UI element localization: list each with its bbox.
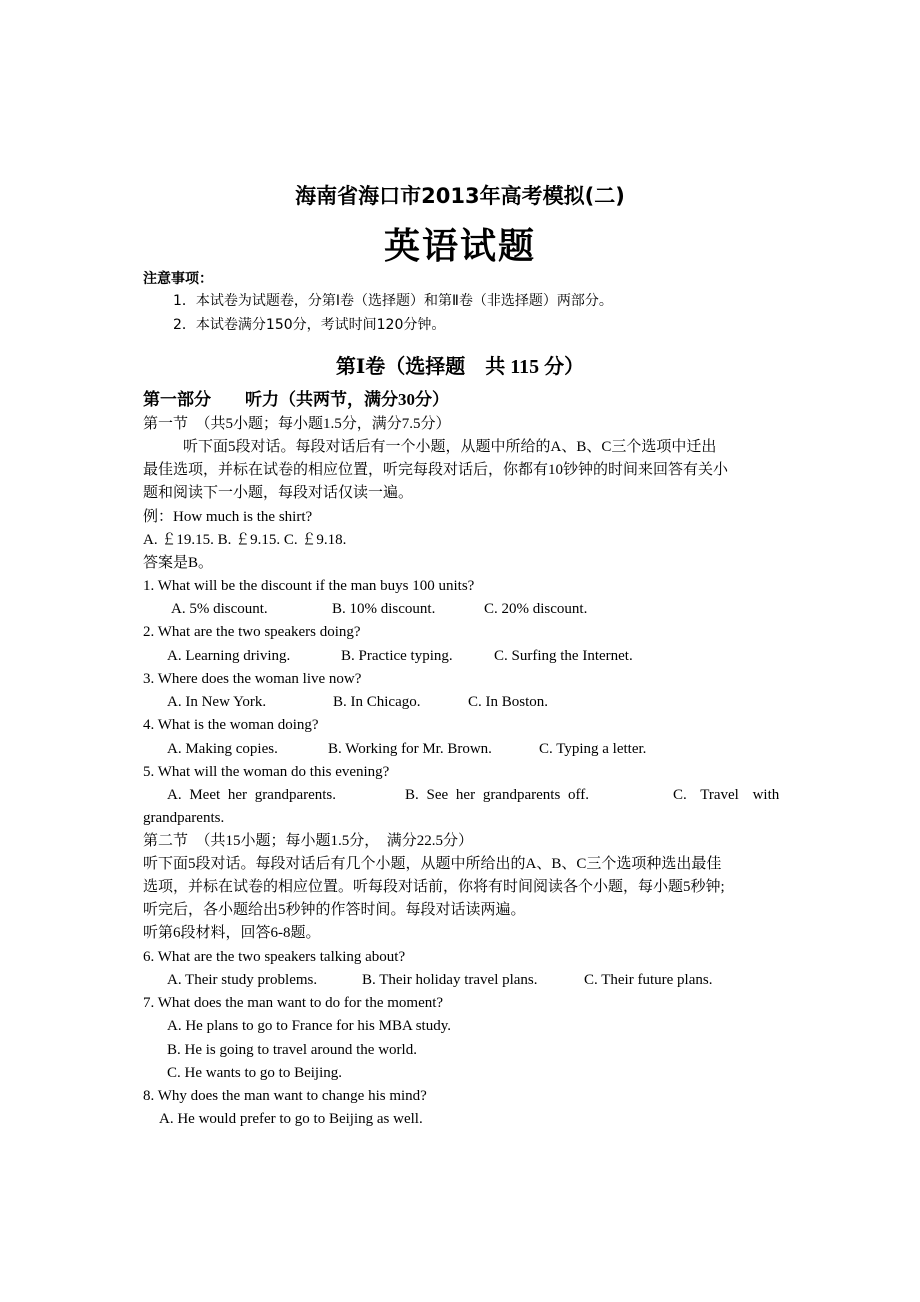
option-b: B. 10% discount. <box>332 601 436 617</box>
section-heading: 第一节 （共5小题；每小题1.5分，满分7.5分） <box>143 416 451 432</box>
option-b: B. See her grandparents off. <box>405 787 590 803</box>
notes-item: 2．本试卷满分150分，考试时间120分钟。 <box>173 317 446 333</box>
option-a: A. Making copies. <box>167 741 278 757</box>
notes-heading: 注意事项： <box>143 271 213 287</box>
option-c: C. He wants to go to Beijing. <box>167 1065 342 1081</box>
exam-title: 海南省海口市2013年高考模拟(二) <box>295 184 625 208</box>
instruction-line: 听完后，各小题给出5秒钟的作答时间。每段对话读两遍。 <box>143 902 526 918</box>
question-text: 1. What will be the discount if the man buys 100 units? <box>143 578 475 594</box>
option-c: C. In Boston. <box>468 694 549 710</box>
question-text: 6. What are the two speakers talking about? <box>143 949 406 965</box>
option-c: C. Their future plans. <box>584 972 713 988</box>
question-text: 4. What is the woman doing? <box>143 717 319 733</box>
question-text: 5. What will the woman do this evening? <box>143 764 390 780</box>
option-b: B. Practice typing. <box>341 648 453 664</box>
option-a: A. He plans to go to France for his MBA study. <box>167 1018 452 1034</box>
part-heading: 第一部分 听力（共两节，满分30分） <box>143 390 449 409</box>
option-c: C. Travel with <box>673 787 780 803</box>
option-a: A. Meet her grandparents. <box>167 787 337 803</box>
option-c-continued: grandparents. <box>143 810 225 826</box>
instruction-line: 听下面5段对话。每段对话后有一个小题，从题中所给的A、B、C三个选项中迁出 <box>183 439 717 455</box>
example-options: A. ￡19.15. B. ￡9.15. C. ￡9.18. <box>143 532 347 548</box>
question-text: 3. Where does the woman live now? <box>143 671 362 687</box>
example-answer: 答案是B。 <box>143 555 214 571</box>
option-a: A. Learning driving. <box>167 648 291 664</box>
option-c: C. 20% discount. <box>484 601 588 617</box>
option-b: B. Their holiday travel plans. <box>362 972 538 988</box>
option-a: A. Their study problems. <box>167 972 318 988</box>
option-a: A. In New York. <box>167 694 267 710</box>
volume-title: 第Ⅰ卷（选择题 共 115 分） <box>335 356 585 378</box>
material-note: 听第6段材料，回答6-8题。 <box>143 925 321 941</box>
option-a: A. 5% discount. <box>171 601 268 617</box>
option-b: B. Working for Mr. Brown. <box>328 741 492 757</box>
question-text: 8. Why does the man want to change his mind? <box>143 1088 427 1104</box>
option-c: C. Surfing the Internet. <box>494 648 633 664</box>
example-question: 例：How much is the shirt? <box>143 509 313 525</box>
option-b: B. He is going to travel around the world. <box>167 1042 417 1058</box>
instruction-line: 选项，并标在试卷的相应位置。听每段对话前，你将有时间阅读各个小题，每小题5秒钟; <box>143 879 725 895</box>
question-text: 2. What are the two speakers doing? <box>143 624 361 640</box>
question-text: 7. What does the man want to do for the moment? <box>143 995 444 1011</box>
option-a: A. He would prefer to go to Beijing as well. <box>159 1111 423 1127</box>
section-heading: 第二节 （共15小题；每小题1.5分， 满分22.5分） <box>143 833 474 849</box>
option-b: B. In Chicago. <box>333 694 421 710</box>
option-c: C. Typing a letter. <box>539 741 647 757</box>
instruction-line: 题和阅读下一小题，每段对话仅读一遍。 <box>143 485 414 501</box>
notes-item: 1．本试卷为试题卷，分第Ⅰ卷（选择题）和第Ⅱ卷（非选择题）两部分。 <box>173 293 613 309</box>
exam-subtitle: 英语试题 <box>383 226 536 267</box>
instruction-line: 听下面5段对话。每段对话后有几个小题，从题中所给出的A、B、C三个选项种选出最佳 <box>143 856 722 872</box>
instruction-line: 最佳选项，并标在试卷的相应位置，听完每段对话后，你都有10钞钟的时间来回答有关小 <box>143 462 729 478</box>
